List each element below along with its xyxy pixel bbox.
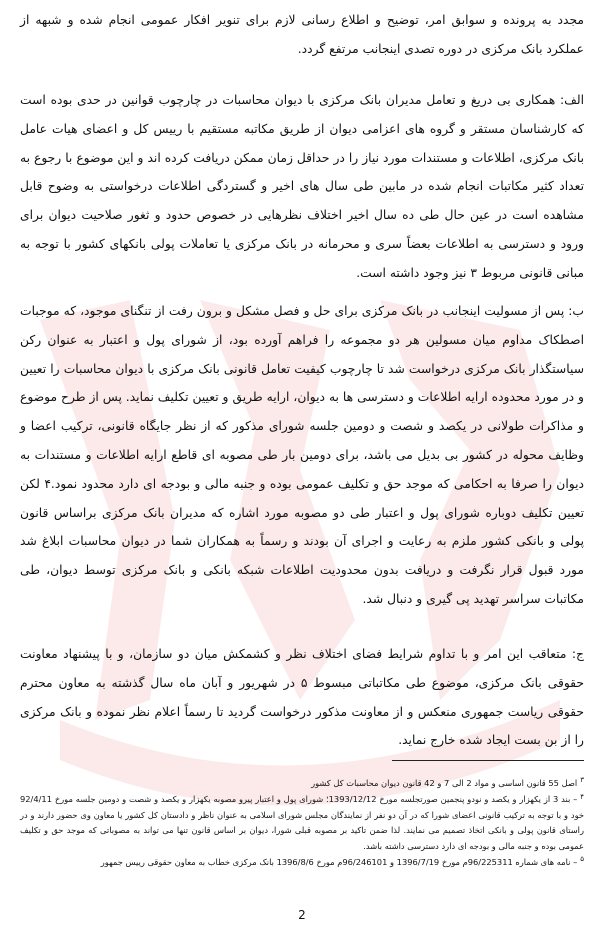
footnote (20, 855, 584, 870)
page-number: 2 (298, 908, 306, 922)
footnote-mark: ۵ (580, 855, 584, 864)
footnote-text: – بند 3 از یکهزار و یکصد و نودو پنجمین صورتجلسه مورخ 1393/12/12؛ شورای پول و اعتبار پیرو مصوبه یکهزار و یکصد و شصت و دومین جلسه مورخ 92/4/11 خود و با توجه به ترکیب قانونی اعضای شورا که در آن دو نفر از نمایندگان مجلس شورای اسلامی به عنوان ناظر و دادستان کل کشور یا معاون وی حضور دارند و در راستای قانون پولی و بانکی اتخاذ تصمیم می نمایند. لذا ضمن تاکید بر مصوبه قبلی شورا، دیوان بر اساس قانون تنها می تواند به مصوباتی که موجد حق و تکلیف عمومی بوده و جنبه مالی و بودجه ای دارد دسترسی داشته باشد. (20, 794, 584, 851)
footnote-text: اصل 55 قانون اساسی و مواد 2 الی 7 و 42 قانون دیوان محاسبات کل کشور (311, 778, 578, 788)
footnote (20, 792, 584, 854)
footnote-mark: ۳ (580, 776, 584, 785)
footnote-mark: ۴ (580, 792, 584, 801)
paragraph-alef: الف: همکاری بی دریغ و تعامل مدیران بانک مرکزی با دیوان محاسبات در چارچوب قوانین در حدی بوده است که کارشناسان مستقر و گروه های اعزامی دیوان از طریق مکاتبه مستقیم با رییس کل و اعضای هیات عامل بانک مرکزی، اطلاعات و مستندات مورد نیاز را در حداقل زمان ممکن دریافت کرده اند و این موضوع با رجوع به تعداد کثیر مکاتبات انجام شده در مابین طی سال های اخیر و گستردگی اطلاعات درخواستی به وضوح قابل مشاهده است در عین حال طی ده سال اخیر اختلاف نظرهایی در خصوص حدود و ثغور صلاحیت دیوان برای ورود و دسترسی به اطلاعات بعضاً سری و محرمانه در بانک مرکزی یا تعاملات پولی بانکهای کشور با توجه به مبانی قانونی مربوط ۳ نیز وجود داشته است. (20, 93, 584, 280)
paragraph-be: ب: پس از مسولیت اینجانب در بانک مرکزی برای حل و فصل مشکل و برون رفت از تنگنای موجود، که موجبات اصطکاک مداوم میان مسولین هر دو مجموعه را فراهم آورده بود، از شورای پول و اعتبار به عنوان رکن سیاستگذار بانک مرکزی درخواست شد تا چارچوب کیفیت تعامل قانونی بانک مرکزی با دیوان محاسبات را تعیین و در مورد محدوده ارایه اطلاعات و دسترسی ها به دیوان، ارایه طریق و تعیین تکلیف نماید. پس از طرح موضوع و مذاکرات طولانی در یکصد و شصت و دومین جلسه شورای مذکور که از نظر جایگاه قانونی، ترکیب اعضا و وظایف محوله در کشور بی بدیل می باشد، برای دومین بار طی مصوبه ای قاطع ارایه اطلاعات و مستندات به دیوان را صرفا به احکامی که موجد حق و تکلیف عمومی بوده و جنبه مالی و بودجه ای دارد محدود نمود.۴ لکن تعیین تکلیف دوباره شورای پول و اعتبار طی دو مصوبه مورد اشاره که مدیران بانک مرکزی براساس قانون پولی و بانکی کشور ملزم به رعایت و اجرای آن بودند و رسماً به همکاران شما در دیوان محاسبات ابلاغ شد مورد قبول قرار نگرفت و دریافت بدون محدودیت اطلاعات شبکه بانکی و بانک مرکزی توسط دیوان، طی مکاتبات سراسر تهدید پی گیری و دنبال شد. (20, 304, 584, 606)
footnote (20, 776, 584, 791)
paragraph-intro-continuation: مجدد به پرونده و سوابق امر، توضیح و اطلاع رسانی لازم برای تنویر افکار عمومی انجام شده و شبهه از عملکرد بانک مرکزی در دوره تصدی اینجانب مرتفع گردد. (20, 13, 584, 56)
footnote-separator (392, 760, 584, 761)
paragraph-jim: ج: متعاقب این امر و با تداوم شرایط فضای اختلاف نظر و کشمکش میان دو سازمان، و با پیشنهاد معاونت حقوقی بانک مرکزی، موضوع طی مکاتباتی مبسوط ۵ در شهریور و آبان ماه سال گذشته به معاون محترم حقوقی ریاست جمهوری منعکس و از معاونت مذکور درخواست گردید تا رسماً اعلام نظر نموده و بانک مرکزی را از بن بست ایجاد شده خارج نماید. (20, 647, 584, 748)
footnotes (20, 776, 584, 871)
footnote-text: – نامه های شماره 96/225311م مورخ 1396/7/19 و 96/246101م مورخ 1396/8/6 بانک مرکزی خطاب به معاون حقوقی رییس جمهور (100, 857, 578, 868)
